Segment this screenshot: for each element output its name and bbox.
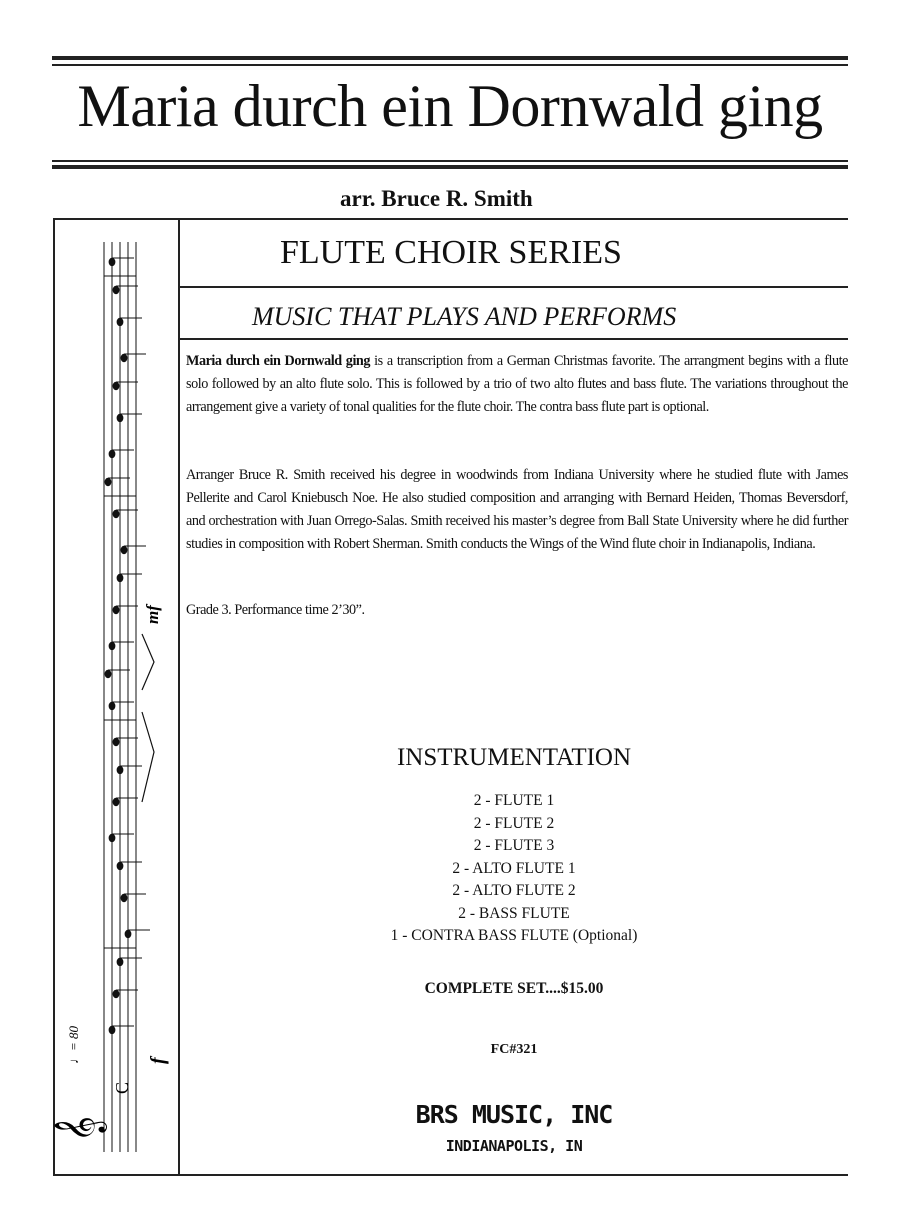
note-head xyxy=(121,894,128,902)
note-head xyxy=(117,574,124,582)
tagline-rule xyxy=(180,338,848,340)
instrument-item: 1 - CONTRA BASS FLUTE (Optional) xyxy=(390,927,638,944)
grade-info: Grade 3. Performance time 2’30”. xyxy=(186,602,365,618)
note-head xyxy=(113,798,120,806)
score-excerpt-svg xyxy=(54,222,178,1174)
note-head xyxy=(117,958,124,966)
crescendo-hairpin xyxy=(142,634,154,690)
note-head xyxy=(113,606,120,614)
top-rule-thin xyxy=(52,64,848,66)
instrument-item: 2 - BASS FLUTE xyxy=(458,904,570,922)
frame-top-rule xyxy=(54,218,848,220)
score-notes xyxy=(104,258,150,1034)
note-head xyxy=(109,642,116,650)
note-head xyxy=(117,862,124,870)
note-head xyxy=(117,766,124,774)
instrument-item: 2 - ALTO FLUTE 2 xyxy=(452,882,576,899)
top-rule-thick xyxy=(52,56,848,60)
note-head xyxy=(113,990,120,998)
series-tagline: MUSIC THAT PLAYS AND PERFORMS xyxy=(252,302,677,331)
title-rule-thin xyxy=(52,160,848,162)
note-head xyxy=(105,670,112,678)
catalog-number: FC#321 xyxy=(490,1042,538,1057)
instrumentation-list xyxy=(180,790,848,948)
note-head xyxy=(117,318,124,326)
instrument-item: 2 - ALTO FLUTE 1 xyxy=(452,859,576,877)
intro-title: Maria durch ein Dornwald ging xyxy=(186,353,371,369)
description-intro xyxy=(186,350,848,419)
note-head xyxy=(121,354,128,362)
score-excerpt xyxy=(54,222,178,1174)
note-head xyxy=(113,286,120,294)
series-name: FLUTE CHOIR SERIES xyxy=(280,234,622,271)
note-head xyxy=(121,546,128,554)
note-head xyxy=(113,510,120,518)
title-rule-thick xyxy=(52,165,848,169)
complete-set-price: COMPLETE SET....$15.00 xyxy=(424,980,604,997)
dynamic-forte: f xyxy=(147,1057,169,1064)
note-head xyxy=(109,258,116,266)
treble-clef-icon: 𝄞 xyxy=(54,1115,105,1142)
note-head xyxy=(109,1026,116,1034)
note-head xyxy=(109,834,116,842)
note-head xyxy=(117,414,124,422)
note-head xyxy=(113,738,120,746)
note-head xyxy=(109,702,116,710)
instrument-item: 2 - FLUTE 1 xyxy=(473,792,555,809)
frame-bottom-rule xyxy=(54,1174,848,1176)
note-head xyxy=(125,930,132,938)
arranger-bio: Arranger Bruce R. Smith received his degree in woodwinds from Indiana University where he studied flute with James Pellerite and Carol Kniebusch Noe. He also studied composition and arranging with Bernard Heiden, Thomas Beversdorf, and orchestration with Juan Orrego-Salas. Smith received his master’s degree from Ball State University where he did further studies in composition with Robert Sherman. Smith conducts the Wings of the Wind flute choir in Indianapolis, Indiana. xyxy=(186,467,848,552)
series-rule xyxy=(180,286,848,288)
note-head xyxy=(105,478,112,486)
arranger-credit: arr. Bruce R. Smith xyxy=(340,186,533,211)
instrument-item: 2 - FLUTE 2 xyxy=(473,814,555,832)
note-head xyxy=(109,450,116,458)
publisher-city: INDIANAPOLIS, IN xyxy=(445,1137,583,1155)
frame-divider-rule xyxy=(178,218,180,1176)
instrument-item: 2 - FLUTE 3 xyxy=(473,837,555,854)
dynamic-mezzo-forte: mf xyxy=(143,605,162,624)
tempo-marking: ♩= 80 xyxy=(66,1025,81,1064)
publisher-name: BRS MUSIC, INC xyxy=(415,1100,613,1129)
decrescendo-hairpin xyxy=(142,712,154,802)
instrumentation-heading: INSTRUMENTATION xyxy=(396,744,632,771)
intro-text: is a transcription from a German Christmas favorite. The arrangment begins with a flute solo followed by an alto flute solo. This is followed by a trio of two alto flutes and bass flute. The variations throughout the arrangement give a variety of tonal qualities for the flute choir. The contra bass flute part is optional. xyxy=(186,353,849,415)
page-title: Maria durch ein Dornwald ging xyxy=(77,73,823,139)
time-signature: C xyxy=(112,1081,132,1094)
note-head xyxy=(113,382,120,390)
